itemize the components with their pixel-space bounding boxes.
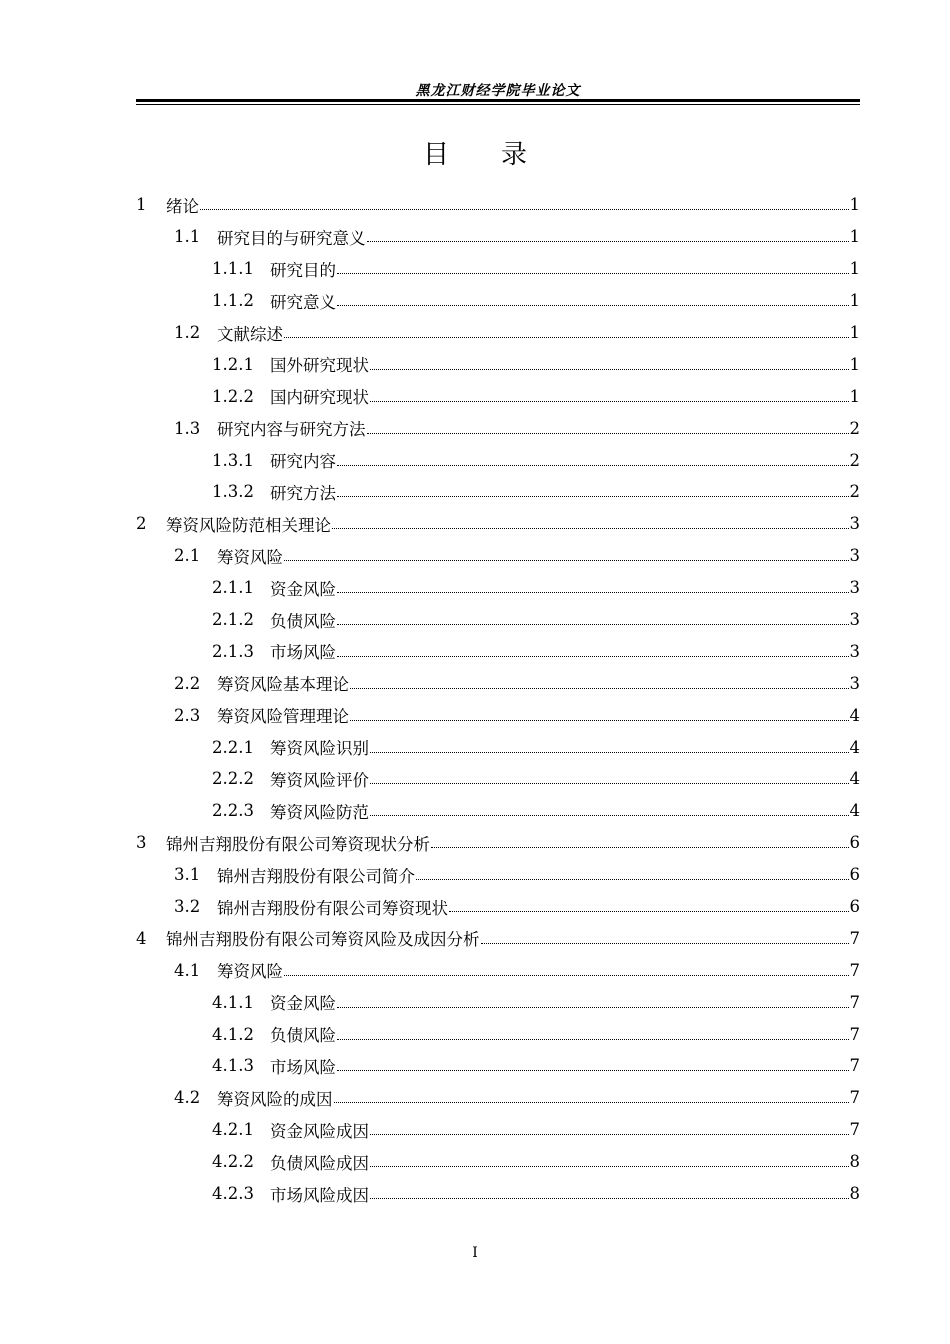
toc-dot-leader — [284, 975, 849, 976]
toc-entry-number: 4.1.2 — [212, 1024, 254, 1044]
toc-dot-leader — [337, 1039, 849, 1040]
toc-dot-leader — [337, 465, 849, 466]
toc-entry-number: 2.1.3 — [212, 641, 254, 661]
toc-entry-title: 资金风险成因 — [270, 1121, 369, 1141]
toc-entry[interactable] — [136, 954, 860, 986]
toc-entry-title: 锦州吉翔股份有限公司简介 — [217, 866, 415, 886]
toc-entry[interactable] — [136, 508, 860, 540]
toc-entry-number: 2.2.2 — [212, 769, 254, 789]
toc-entry-page: 1 — [849, 323, 860, 342]
toc-entry-title: 资金风险 — [270, 579, 336, 599]
toc-entry-number: 1.2 — [174, 323, 201, 342]
toc-entry-title: 筹资风险基本理论 — [217, 675, 349, 695]
toc-entry-title: 锦州吉翔股份有限公司筹资风险及成因分析 — [166, 930, 480, 950]
header-rule-thin — [136, 104, 860, 105]
toc-entry-number: 2.1.2 — [212, 610, 254, 630]
toc-entry-number: 2 — [136, 514, 147, 534]
toc-entry-page: 3 — [849, 578, 860, 598]
page-number: I — [472, 1245, 478, 1261]
toc-dot-leader — [337, 496, 849, 497]
toc-entry-number: 2.1.1 — [212, 578, 254, 598]
toc-entry-page: 3 — [849, 514, 860, 534]
toc-dot-leader — [481, 943, 849, 944]
toc-entry-number: 1.3 — [174, 418, 201, 438]
toc-entry-title: 锦州吉翔股份有限公司筹资现状 — [217, 898, 448, 918]
toc-entry-number: 1.1.1 — [212, 259, 254, 279]
toc-entry-number: 4.2.1 — [212, 1120, 254, 1140]
toc-entry-page: 2 — [849, 450, 860, 470]
toc-dot-leader — [337, 1007, 849, 1008]
header-rule-thick — [136, 99, 860, 102]
toc-entry-number: 2.1 — [174, 546, 201, 566]
toc-entry[interactable] — [136, 1178, 860, 1210]
toc-entry-title: 筹资风险 — [217, 962, 283, 982]
toc-entry[interactable] — [136, 317, 860, 349]
toc-entry-page: 2 — [849, 418, 860, 438]
toc-entry-page: 7 — [849, 1056, 860, 1076]
toc-entry-title: 负债风险成因 — [270, 1153, 369, 1173]
toc-dot-leader — [337, 592, 849, 593]
toc-entry-number: 1.3.2 — [212, 482, 254, 502]
toc-entry-number: 1.2.2 — [212, 386, 254, 406]
toc-entry-page: 4 — [849, 737, 860, 757]
toc-dot-leader — [367, 241, 849, 242]
toc-entry[interactable] — [136, 731, 860, 763]
toc-entry[interactable] — [136, 476, 860, 508]
toc-entry-page: 4 — [849, 769, 860, 789]
toc-entry-title: 文献综述 — [217, 324, 283, 344]
toc-entry[interactable] — [136, 763, 860, 795]
toc-entry-title: 研究方法 — [270, 483, 336, 503]
toc-entry-page: 7 — [849, 1088, 860, 1108]
toc-entry-page: 8 — [849, 1152, 860, 1172]
toc-dot-leader — [337, 656, 849, 657]
toc-entry[interactable] — [136, 1082, 860, 1114]
toc-dot-leader — [337, 273, 849, 274]
toc-entry-title: 筹资风险 — [217, 547, 283, 567]
toc-entry[interactable] — [136, 285, 860, 317]
toc-entry-page: 1 — [849, 195, 860, 215]
toc-entry[interactable] — [136, 891, 860, 923]
toc-entry[interactable] — [136, 986, 860, 1018]
toc-entry-title: 市场风险 — [270, 643, 336, 663]
toc-entry-page: 3 — [849, 641, 860, 661]
toc-entry-number: 2.2.1 — [212, 737, 254, 757]
toc-entry-page: 1 — [849, 259, 860, 279]
toc-entry-page: 1 — [849, 354, 860, 374]
toc-entry-page: 6 — [849, 865, 860, 885]
table-of-contents — [136, 189, 860, 1210]
toc-entry-title: 锦州吉翔股份有限公司筹资现状分析 — [166, 834, 430, 854]
toc-dot-leader — [350, 688, 849, 689]
toc-entry-number: 1.2.1 — [212, 354, 254, 374]
toc-entry-page: 4 — [849, 705, 860, 725]
toc-entry[interactable] — [136, 667, 860, 699]
toc-entry-page: 7 — [849, 992, 860, 1012]
toc-entry-page: 1 — [849, 227, 860, 247]
toc-entry-title: 市场风险成因 — [270, 1185, 369, 1205]
toc-dot-leader — [337, 624, 849, 625]
toc-entry-title: 研究意义 — [270, 292, 336, 312]
toc-entry[interactable] — [136, 380, 860, 412]
toc-dot-leader — [370, 401, 849, 402]
toc-entry[interactable] — [136, 348, 860, 380]
toc-entry-page: 6 — [849, 833, 860, 853]
toc-entry-page: 4 — [849, 801, 860, 821]
toc-entry-page: 7 — [849, 928, 860, 948]
toc-entry-number: 4.1.3 — [212, 1056, 254, 1076]
toc-entry-number: 1.1 — [174, 227, 201, 247]
toc-dot-leader — [370, 1166, 849, 1167]
toc-entry-number: 4.1 — [174, 960, 201, 980]
toc-entry-page: 1 — [849, 386, 860, 406]
toc-entry-number: 2.2.3 — [212, 801, 254, 821]
toc-entry[interactable] — [136, 572, 860, 604]
toc-entry[interactable] — [136, 1050, 860, 1082]
toc-entry-page: 1 — [849, 291, 860, 311]
toc-entry-title: 筹资风险防范相关理论 — [166, 515, 331, 535]
toc-entry-page: 7 — [849, 1120, 860, 1140]
toc-dot-leader — [284, 337, 849, 338]
toc-entry-number: 2.3 — [174, 705, 201, 725]
toc-entry-number: 4.2.3 — [212, 1184, 254, 1204]
toc-entry-title: 筹资风险识别 — [270, 739, 369, 759]
toc-entry[interactable] — [136, 412, 860, 444]
toc-dot-leader — [449, 911, 849, 912]
toc-entry-number: 3.2 — [174, 897, 201, 917]
toc-entry[interactable] — [136, 253, 860, 285]
toc-dot-leader — [200, 209, 849, 210]
toc-entry[interactable] — [136, 1146, 860, 1178]
toc-entry[interactable] — [136, 635, 860, 667]
toc-entry-title: 负债风险 — [270, 611, 336, 631]
toc-entry[interactable] — [136, 221, 860, 253]
toc-entry[interactable] — [136, 827, 860, 859]
toc-entry-title: 研究内容 — [270, 452, 336, 472]
toc-entry-title: 国外研究现状 — [270, 356, 369, 376]
toc-entry-number: 4.2 — [174, 1088, 201, 1108]
toc-entry-title: 研究内容与研究方法 — [217, 420, 366, 440]
toc-dot-leader — [337, 1070, 849, 1071]
toc-title: 目 录 — [422, 140, 527, 170]
toc-entry[interactable] — [136, 922, 860, 954]
toc-dot-leader — [350, 720, 849, 721]
toc-entry-number: 4 — [136, 928, 147, 948]
toc-dot-leader — [337, 305, 849, 306]
toc-entry-title: 研究目的与研究意义 — [217, 228, 366, 248]
toc-dot-leader — [416, 879, 849, 880]
toc-entry-number: 1.3.1 — [212, 450, 254, 470]
toc-entry-page: 3 — [849, 673, 860, 693]
toc-entry[interactable] — [136, 444, 860, 476]
toc-entry-number: 1.1.2 — [212, 291, 254, 311]
toc-dot-leader — [284, 560, 849, 561]
toc-dot-leader — [367, 433, 849, 434]
toc-entry-page: 7 — [849, 960, 860, 980]
toc-entry-title: 筹资风险管理理论 — [217, 707, 349, 727]
toc-dot-leader — [334, 1102, 849, 1103]
toc-entry-page: 7 — [849, 1024, 860, 1044]
toc-dot-leader — [431, 847, 849, 848]
toc-entry[interactable] — [136, 1114, 860, 1146]
toc-entry-title: 研究目的 — [270, 260, 336, 280]
toc-entry[interactable] — [136, 189, 860, 221]
toc-entry-title: 资金风险 — [270, 994, 336, 1014]
toc-entry-title: 绪论 — [166, 196, 199, 216]
toc-entry-title: 市场风险 — [270, 1057, 336, 1077]
toc-dot-leader — [370, 1134, 849, 1135]
toc-dot-leader — [370, 369, 849, 370]
toc-entry-page: 2 — [849, 482, 860, 502]
toc-entry-page: 6 — [849, 897, 860, 917]
toc-entry[interactable] — [136, 540, 860, 572]
toc-entry-title: 筹资风险防范 — [270, 802, 369, 822]
toc-entry-number: 4.2.2 — [212, 1152, 254, 1172]
toc-dot-leader — [370, 752, 849, 753]
toc-entry-page: 3 — [849, 546, 860, 566]
toc-dot-leader — [370, 1198, 849, 1199]
toc-entry[interactable] — [136, 859, 860, 891]
toc-entry[interactable] — [136, 795, 860, 827]
toc-dot-leader — [370, 783, 849, 784]
toc-entry-number: 4.1.1 — [212, 992, 254, 1012]
toc-entry[interactable] — [136, 699, 860, 731]
toc-entry-title: 筹资风险的成因 — [217, 1089, 333, 1109]
toc-entry-number: 3.1 — [174, 865, 201, 885]
toc-entry-page: 8 — [849, 1184, 860, 1204]
toc-entry-number: 3 — [136, 833, 147, 853]
toc-entry[interactable] — [136, 604, 860, 636]
toc-entry-number: 2.2 — [174, 673, 201, 693]
toc-entry-page: 3 — [849, 610, 860, 630]
toc-dot-leader — [332, 528, 849, 529]
toc-entry-title: 筹资风险评价 — [270, 770, 369, 790]
toc-entry-title: 国内研究现状 — [270, 388, 369, 408]
toc-entry-number: 1 — [136, 195, 147, 215]
toc-entry-title: 负债风险 — [270, 1026, 336, 1046]
running-header: 黑龙江财经学院毕业论文 — [415, 83, 581, 99]
toc-entry[interactable] — [136, 1018, 860, 1050]
toc-dot-leader — [370, 815, 849, 816]
